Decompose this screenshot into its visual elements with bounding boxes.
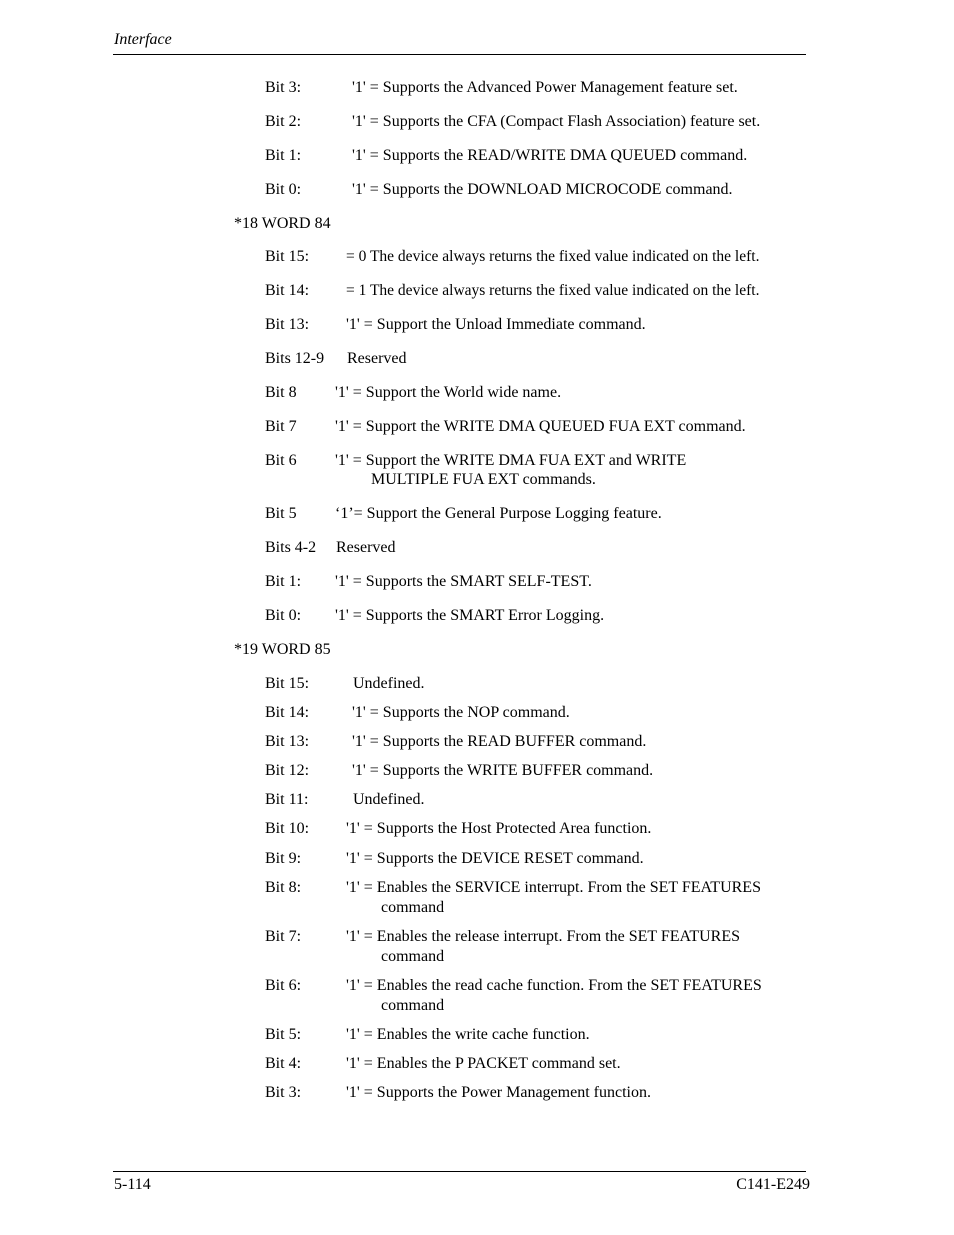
bit-description: '1' = Support the World wide name. (335, 384, 562, 401)
bit-description-continuation: command (381, 948, 445, 965)
bit-label: Bit 6: (265, 977, 302, 994)
bit-description: '1' = Supports the DEVICE RESET command. (346, 850, 644, 867)
bit-label: Bit 5: (265, 1026, 302, 1043)
bit-description: Undefined. (353, 675, 425, 692)
bit-description: '1' = Supports the Host Protected Area function. (346, 820, 652, 837)
bit-description-continuation: MULTIPLE FUA EXT commands. (371, 471, 596, 488)
bit-label: Bit 8 (265, 384, 297, 401)
bit-label: Bit 15: (265, 248, 310, 265)
bit-description-continuation: command (381, 899, 445, 916)
page-header-title: Interface (114, 31, 172, 48)
bit-label: Bit 0: (265, 181, 302, 198)
bit-description: '1' = Enables the release interrupt. From the SET FEATURES (346, 928, 740, 945)
bit-description: '1' = Enables the read cache function. From the SET FEATURES (346, 977, 762, 994)
bit-description: = 0 The device always returns the fixed value indicated on the left. (346, 248, 760, 265)
bit-label: Bit 10: (265, 820, 310, 837)
bit-label: Bit 11: (265, 791, 309, 808)
bit-description: '1' = Supports the Power Management function. (346, 1084, 651, 1101)
page-number: 5-114 (114, 1176, 151, 1193)
bit-description: = 1 The device always returns the fixed value indicated on the left. (346, 282, 760, 299)
bit-label: Bit 14: (265, 282, 310, 299)
bit-description-continuation: command (381, 997, 445, 1014)
bit-description: '1' = Support the WRITE DMA QUEUED FUA EXT command. (335, 418, 746, 435)
bit-label: Bit 2: (265, 113, 302, 130)
bit-description: '1' = Supports the DOWNLOAD MICROCODE command. (352, 181, 733, 198)
header-rule (113, 54, 806, 55)
bit-label: Bit 0: (265, 607, 302, 624)
bit-description: '1' = Support the WRITE DMA FUA EXT and WRITE (335, 452, 687, 469)
bit-label: Bits 4-2 (265, 539, 317, 556)
bit-description: Undefined. (353, 791, 425, 808)
bit-description: '1' = Enables the SERVICE interrupt. From the SET FEATURES (346, 879, 761, 896)
bit-label: Bit 6 (265, 452, 297, 469)
bit-label: Bit 14: (265, 704, 310, 721)
bit-description: '1' = Support the Unload Immediate command. (346, 316, 646, 333)
bit-label: Bit 15: (265, 675, 310, 692)
bit-description: '1' = Supports the CFA (Compact Flash Association) feature set. (352, 113, 761, 130)
bit-label: Bit 12: (265, 762, 310, 779)
bit-label: Bit 9: (265, 850, 302, 867)
word-85-heading: *19 WORD 85 (234, 641, 331, 658)
bit-description: '1' = Supports the READ/WRITE DMA QUEUED command. (352, 147, 748, 164)
word-84-heading: *18 WORD 84 (234, 215, 331, 232)
bit-description: '1' = Enables the write cache function. (346, 1026, 590, 1043)
bit-description: Reserved (347, 350, 407, 367)
bit-description: ‘1’= Support the General Purpose Logging feature. (335, 505, 662, 522)
bit-label: Bit 13: (265, 316, 310, 333)
bit-description: '1' = Enables the P PACKET command set. (346, 1055, 621, 1072)
bit-description: '1' = Supports the WRITE BUFFER command. (352, 762, 654, 779)
document-id: C141-E249 (736, 1176, 810, 1193)
bit-description: '1' = Supports the SMART Error Logging. (335, 607, 605, 624)
bit-label: Bit 3: (265, 1084, 302, 1101)
bit-label: Bits 12-9 (265, 350, 325, 367)
bit-label: Bit 8: (265, 879, 302, 896)
bit-label: Bit 1: (265, 147, 302, 164)
footer-rule (113, 1171, 806, 1172)
bit-label: Bit 4: (265, 1055, 302, 1072)
bit-label: Bit 1: (265, 573, 302, 590)
bit-label: Bit 7: (265, 928, 302, 945)
bit-description: '1' = Supports the NOP command. (352, 704, 570, 721)
bit-description: '1' = Supports the SMART SELF-TEST. (335, 573, 592, 590)
bit-description: '1' = Supports the READ BUFFER command. (352, 733, 647, 750)
bit-description: '1' = Supports the Advanced Power Management feature set. (352, 79, 738, 96)
bit-description: Reserved (336, 539, 396, 556)
bit-label: Bit 5 (265, 505, 297, 522)
bit-label: Bit 3: (265, 79, 302, 96)
bit-label: Bit 13: (265, 733, 310, 750)
bit-label: Bit 7 (265, 418, 297, 435)
